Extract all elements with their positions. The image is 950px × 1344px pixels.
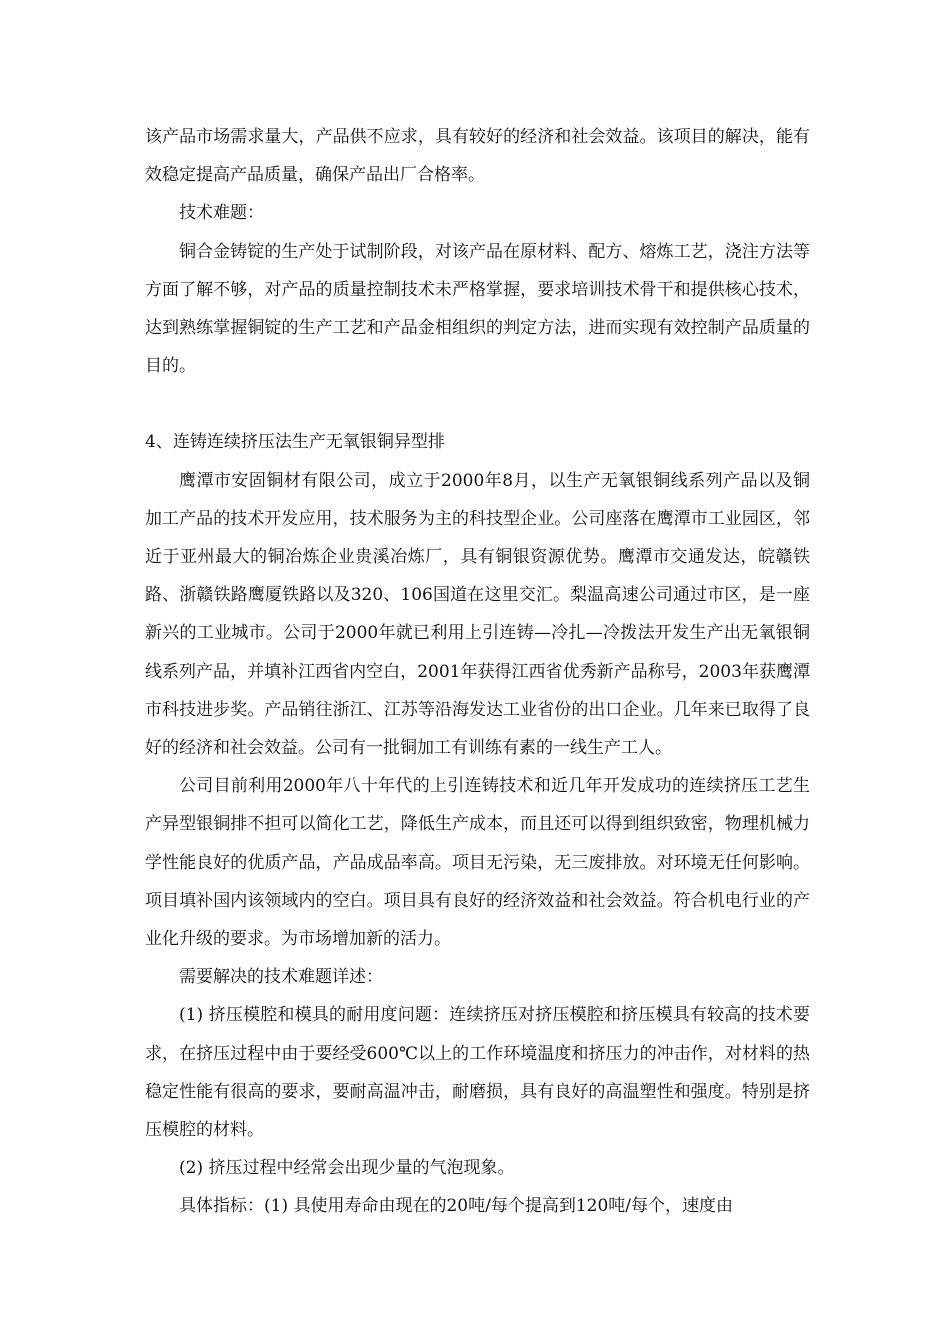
heading-technical-difficulty: 技术难题： — [179, 203, 264, 224]
heading-difficulties-detail: 需要解决的技术难题详述： — [179, 967, 383, 988]
paragraph-specific-indicators: 具体指标：(1) 具使用寿命由现在的20吨/每个提高到120吨/每个，速度由 — [179, 1196, 734, 1217]
paragraph-difficulty-1: (1) 挤压模腔和模具的耐用度问题：连续挤压对挤压模腔和挤压模具有较高的技术要求，在挤压过程中由于要经受600℃以上的工作环境温度和挤压力的冲击作，对材料的热稳定性能有很高的要求，要耐高温冲击，耐磨损，具有良好的高温塑性和强度。特别是挤压模腔的材料。 — [145, 1005, 810, 1141]
paragraph-company-intro: 鹰潭市安固铜材有限公司，成立于2000年8月，以生产无氧银铜线系列产品以及铜加工产品的技术开发应用，技术服务为主的科技型企业。公司座落在鹰潭市工业园区，邻近于亚州最大的铜冶炼企业贵溪冶炼厂，具有铜银资源优势。鹰潭市交通发达，皖赣铁路、浙赣铁路鹰厦铁路以及320、106国道在这里交汇。梨温高速公司通过市区，是一座新兴的工业城市。公司于2000年就已利用上引连铸—冷扎—冷拨法开发生产出无氧银铜线系列产品，并填补江西省内空白，2001年获得江西省优秀新产品称号，2003年获鹰潭市科技进步奖。产品销往浙江、江苏等沿海发达工业省份的出口企业。几年来已取得了良好的经济和社会效益。公司有一批铜加工有训练有素的一线生产工人。 — [145, 470, 810, 759]
paragraph-company-technology: 公司目前利用2000年八十年代的上引连铸技术和近几年开发成功的连续挤压工艺生产异型银铜排不担可以简化工艺，降低生产成本，而且还可以得到组织致密，物理机械力学性能良好的优质产品，产品成品率高。项目无污染，无三废排放。对环境无任何影响。项目填补国内该领域内的空白。项目具有良好的经济效益和社会效益。符合机电行业的产业化升级的要求。为市场增加新的活力。 — [145, 776, 810, 950]
paragraph-market-demand: 该产品市场需求量大，产品供不应求，具有较好的经济和社会效益。该项目的解决，能有效稳定提高产品质量，确保产品出厂合格率。 — [145, 127, 810, 186]
document-page — [145, 118, 810, 1226]
section-heading-4: 4、连铸连续挤压法生产无氧银铜异型排 — [145, 432, 445, 453]
paragraph-gap — [145, 385, 810, 423]
paragraph-difficulty-2: (2) 挤压过程中经常会出现少量的气泡现象。 — [179, 1158, 515, 1179]
paragraph-copper-ingot-difficulty: 铜合金铸锭的生产处于试制阶段，对该产品在原材料、配方、熔炼工艺，浇注方法等方面了解不够，对产品的质量控制技术未严格掌握，要求培训技术骨干和提供核心技术，达到熟练掌握铜锭的生产工艺和产品金相组织的判定方法，进而实现有效控制产品质量的目的。 — [145, 241, 810, 377]
